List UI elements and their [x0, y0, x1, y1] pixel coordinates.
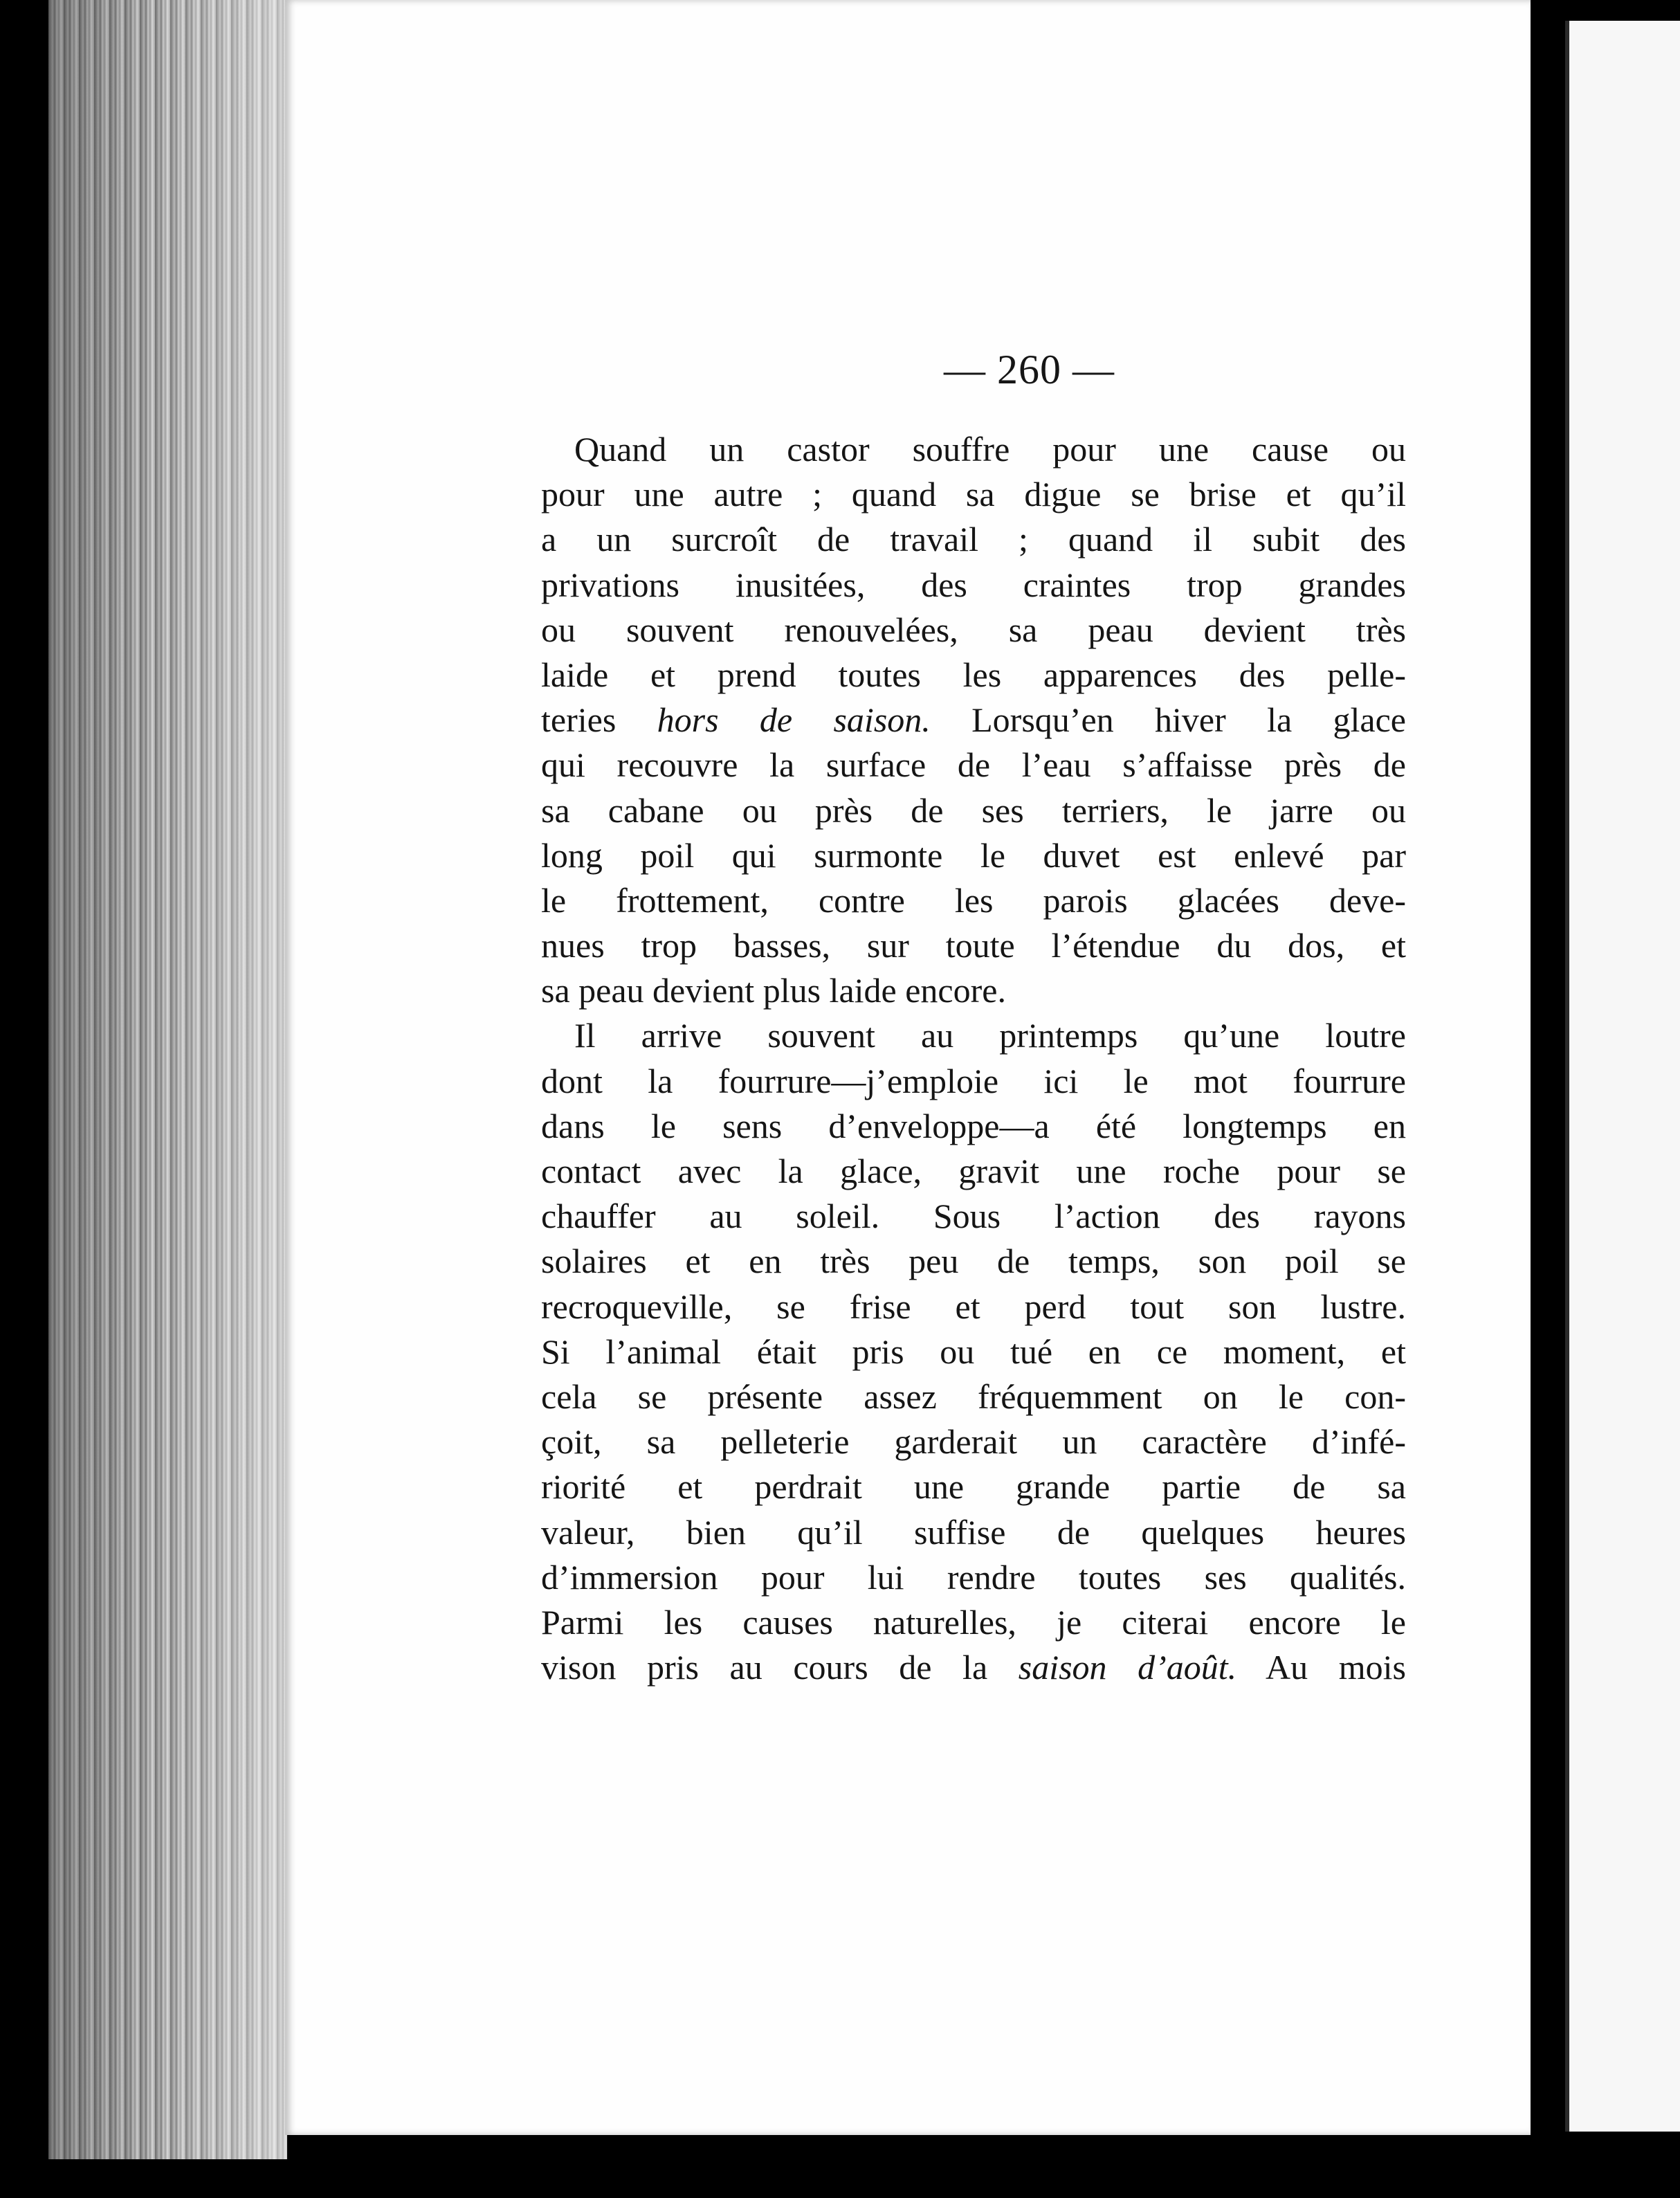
page-edges	[48, 0, 287, 2159]
text-line	[541, 1645, 1406, 1690]
text-run: vison pris au cours de la	[541, 1648, 1019, 1687]
text-line: dont la fourrure—j’emploie ici le mot fourrure	[541, 1061, 1406, 1100]
text-line: sa peau devient plus laide encore.	[541, 971, 1006, 1010]
paragraph	[541, 427, 1406, 1013]
text-run: Lorsqu’en hiver la glace	[930, 700, 1406, 740]
text-line: laide et prend toutes les apparences des pelle-	[541, 655, 1406, 694]
text-run: Au mois	[1236, 1648, 1406, 1687]
text-line: contact avec la glace, gravit une roche pour se	[541, 1152, 1406, 1190]
text-line: valeur, bien qu’il suffise de quelques heures	[541, 1512, 1406, 1552]
paragraph	[541, 1013, 1406, 1690]
text-line: a un surcroît de travail ; quand il subit des	[541, 520, 1406, 559]
text-line: pour une autre ; quand sa digue se brise et qu’il	[541, 475, 1406, 514]
text-line: Si l’animal était pris ou tué en ce moment, et	[541, 1332, 1406, 1371]
text-line: Il arrive souvent au printemps qu’une loutre	[574, 1016, 1406, 1055]
text-line: riorité et perdrait une grande partie de sa	[541, 1467, 1406, 1507]
text-run: teries	[541, 700, 657, 740]
text-line: sa cabane ou près de ses terriers, le jarre ou	[541, 790, 1406, 830]
text-line: chauffer au soleil. Sous l’action des rayons	[541, 1197, 1406, 1236]
next-page-edge	[1565, 21, 1680, 2132]
text-line: le frottement, contre les parois glacées deve-	[541, 880, 1406, 920]
text-line: solaires et en très peu de temps, son poil se	[541, 1242, 1406, 1281]
text-line: cela se présente assez fréquemment on le con-	[541, 1377, 1406, 1416]
text-line: qui recouvre la surface de l’eau s’affaisse près de	[541, 745, 1406, 785]
text-line: çoit, sa pelleterie garderait un caractère d’infé-	[541, 1422, 1406, 1462]
text-line: privations inusitées, des craintes trop grandes	[541, 565, 1406, 604]
text-line: dans le sens d’enveloppe—a été longtemps en	[541, 1106, 1406, 1145]
italic-text-run: saison d’août.	[1018, 1648, 1237, 1687]
text-line: Parmi les causes naturelles, je citerai encore le	[541, 1602, 1406, 1642]
text-line: Quand un castor souffre pour une cause ou	[574, 430, 1406, 469]
text-line: nues trop basses, sur toute l’étendue du dos, et	[541, 926, 1406, 965]
italic-text-run: hors de saison.	[657, 700, 931, 740]
text-line: d’immersion pour lui rendre toutes ses qualités.	[541, 1557, 1406, 1597]
body-text	[541, 427, 1406, 1690]
text-line	[541, 698, 1406, 743]
text-line: ou souvent renouvelées, sa peau devient très	[541, 610, 1406, 649]
page-number: — 260 —	[944, 347, 1115, 392]
text-line: long poil qui surmonte le duvet est enlevé par	[541, 835, 1406, 875]
text-line: recroqueville, se frise et perd tout son lustre.	[541, 1287, 1406, 1326]
